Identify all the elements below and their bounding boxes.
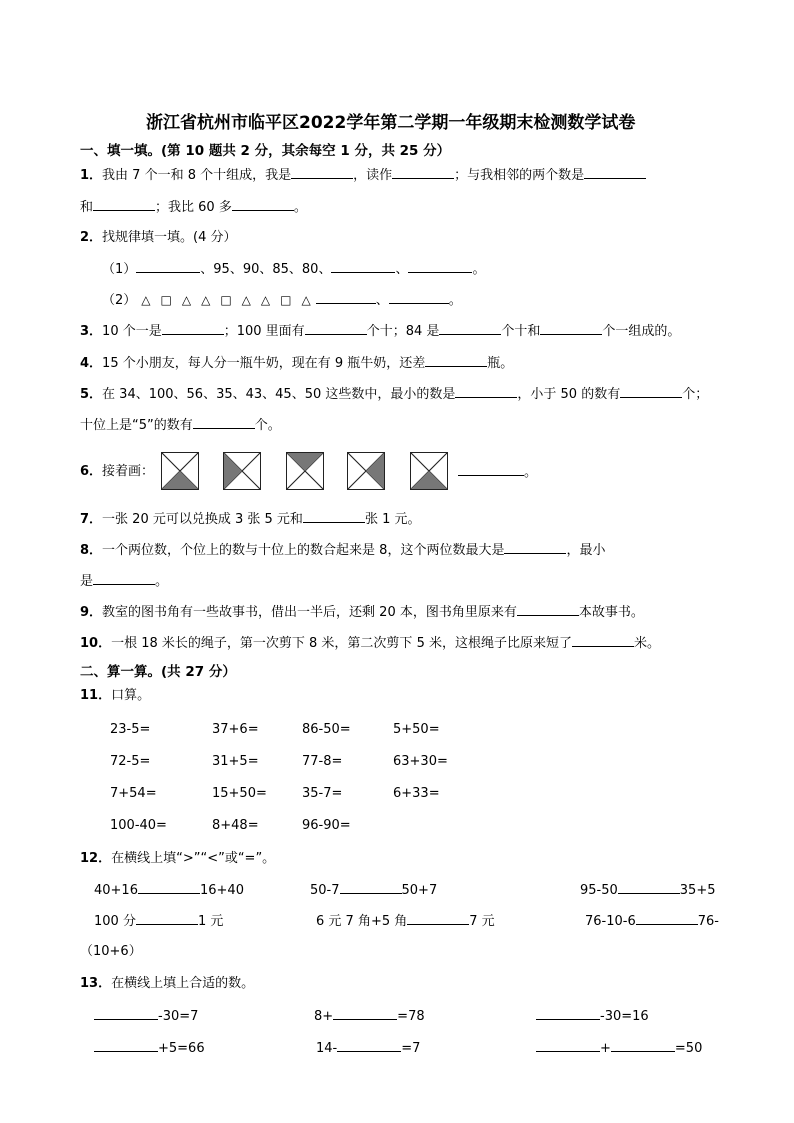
compare-left: 95-50 [580, 883, 618, 898]
question-text: 接着画： [102, 464, 155, 479]
answer-blank[interactable] [540, 323, 602, 335]
equation-text: 8+ [314, 1009, 334, 1024]
triangle-shape: □ [160, 293, 172, 307]
question-10 [80, 635, 660, 652]
question-text: 找规律填一填。(4 分） [102, 230, 237, 245]
answer-blank[interactable] [636, 913, 698, 925]
separator: 、 [395, 262, 409, 277]
answer-blank[interactable] [93, 573, 155, 585]
answer-blank[interactable] [392, 167, 454, 179]
fill-item [316, 1040, 420, 1057]
compare-right: 76- [697, 914, 719, 929]
oral-calc-item: 86-50= [302, 722, 351, 737]
compare-left: 40+16 [94, 883, 138, 898]
question-number: 13． [80, 976, 112, 991]
compare-right: 1 元 [197, 914, 224, 929]
compare-right: 16+40 [199, 883, 244, 898]
answer-blank[interactable] [458, 464, 524, 476]
oral-calc-item: 23-5= [110, 722, 151, 737]
answer-blank[interactable] [584, 167, 646, 179]
compare-right: 7 元 [469, 914, 495, 929]
period: 。 [448, 293, 462, 308]
pattern-square-4 [347, 452, 385, 490]
question-text: ；我比 60 多 [155, 200, 232, 215]
question-text: 瓶。 [487, 356, 514, 371]
question-6-answer [458, 464, 537, 481]
equation-text: =78 [397, 1009, 425, 1024]
question-text: ，小于 50 的数有 [517, 387, 621, 402]
answer-blank[interactable] [517, 604, 579, 616]
fill-item [536, 1008, 649, 1025]
question-text: 十位上是“5”的数有 [80, 418, 193, 433]
square-shape: △ [301, 293, 311, 307]
question-number: 1． [80, 168, 103, 183]
question-5-line-2 [80, 417, 281, 434]
sequence-text: 、95、90、85、80、 [200, 262, 332, 277]
oral-calc-item: 15+50= [212, 786, 267, 801]
answer-blank[interactable] [331, 261, 395, 273]
answer-blank[interactable] [439, 323, 501, 335]
answer-blank[interactable] [94, 1008, 158, 1020]
question-text: 在横线上填上合适的数。 [111, 976, 255, 991]
oral-calc-item: 31+5= [212, 754, 259, 769]
answer-blank[interactable] [193, 417, 255, 429]
equation-text: + [600, 1041, 611, 1056]
part-label: （2） [102, 293, 137, 308]
question-text: 个。 [254, 418, 281, 433]
question-text: 我由 7 个一和 8 个十组成，我是 [102, 168, 292, 183]
triangle-shape: △ [201, 293, 211, 307]
question-text: 一个两位数，个位上的数与十位上的数合起来是 8，这个两位数最大是 [102, 543, 505, 558]
section-1-heading: 一、填一填。(第 10 题共 2 分，其余每空 1 分，共 25 分） [80, 143, 451, 159]
compare-item [580, 882, 716, 899]
question-text: 张 1 元。 [364, 512, 421, 527]
answer-blank[interactable] [536, 1008, 600, 1020]
question-2-part-1 [102, 261, 485, 278]
fill-item [536, 1040, 702, 1057]
fill-item [94, 1040, 205, 1057]
question-number: 8． [80, 543, 103, 558]
triangle-shape: △ [141, 293, 151, 307]
question-text: 在 34、100、56、35、43、45、50 这些数中，最小的数是 [102, 387, 456, 402]
question-text: 是 [80, 574, 94, 589]
question-number: 2． [80, 230, 103, 245]
triangle-shape: □ [280, 293, 292, 307]
equation-text: =7 [401, 1041, 421, 1056]
question-number: 4． [80, 356, 103, 371]
fill-item [314, 1008, 425, 1025]
answer-blank[interactable] [408, 261, 472, 273]
answer-blank[interactable] [93, 199, 155, 211]
question-number: 12． [80, 851, 112, 866]
answer-blank[interactable] [407, 913, 469, 925]
question-number: 3． [80, 324, 103, 339]
question-11 [80, 688, 150, 704]
question-13 [80, 976, 254, 992]
compare-item [94, 913, 223, 930]
question-number: 6． [80, 464, 103, 479]
equation-text: +5=66 [158, 1041, 205, 1056]
oral-calc-item: 100-40= [110, 818, 167, 833]
question-text: 15 个小朋友，每人分一瓶牛奶，现在有 9 瓶牛奶，还差 [102, 356, 426, 371]
question-text: 个一组成的。 [602, 324, 681, 339]
question-text: 本故事书。 [578, 605, 644, 620]
oral-calc-item: 63+30= [393, 754, 448, 769]
answer-blank[interactable] [620, 386, 682, 398]
answer-blank[interactable] [389, 292, 449, 304]
compare-left: 6 元 7 角+5 角 [316, 914, 408, 929]
oral-calc-item: 77-8= [302, 754, 343, 769]
pattern-square-2 [223, 452, 261, 490]
question-5-line-1 [80, 386, 708, 403]
question-text: 个； [682, 387, 709, 402]
answer-blank[interactable] [291, 167, 353, 179]
oral-calc-item: 37+6= [212, 722, 259, 737]
equation-text: 14- [316, 1041, 338, 1056]
answer-blank[interactable] [611, 1040, 675, 1052]
answer-blank[interactable] [572, 635, 634, 647]
oral-calc-item: 72-5= [110, 754, 151, 769]
period: 。 [524, 465, 538, 480]
oral-calc-item: 7+54= [110, 786, 157, 801]
question-8-line-1 [80, 542, 605, 559]
equation-text: =50 [674, 1041, 703, 1056]
question-text: ，读作 [353, 168, 393, 183]
equation-text: -30=16 [600, 1009, 649, 1024]
pattern-square-3 [286, 452, 324, 490]
question-text: 一根 18 米长的绳子，第一次剪下 8 米，第二次剪下 5 米，这根绳子比原来短了 [111, 636, 572, 651]
question-text: 个十；84 是 [366, 324, 440, 339]
answer-blank[interactable] [305, 323, 367, 335]
question-2-part-2 [102, 292, 462, 309]
question-8-line-2 [80, 573, 168, 590]
question-number: 10． [80, 636, 112, 651]
separator: 、 [375, 293, 389, 308]
question-text: ；与我相邻的两个数是 [454, 168, 585, 183]
answer-blank[interactable] [425, 355, 487, 367]
question-text: 个十和 [501, 324, 541, 339]
question-text: 口算。 [111, 688, 151, 703]
question-text: 。 [155, 574, 169, 589]
pattern-square-1 [161, 452, 199, 490]
answer-blank[interactable] [303, 511, 365, 523]
answer-blank[interactable] [504, 542, 566, 554]
oral-calc-item: 8+48= [212, 818, 259, 833]
answer-blank[interactable] [136, 913, 198, 925]
compare-right: 35+5 [679, 883, 716, 898]
oral-calc-item: 6+33= [393, 786, 440, 801]
answer-blank[interactable] [455, 386, 517, 398]
answer-blank[interactable] [333, 1008, 397, 1020]
question-text: 10 个一是 [102, 324, 162, 339]
compare-left: 76-10-6 [585, 914, 636, 929]
question-9 [80, 604, 644, 621]
oral-calc-item: 35-7= [302, 786, 343, 801]
question-3 [80, 323, 680, 340]
question-12 [80, 851, 275, 867]
answer-blank[interactable] [337, 1040, 401, 1052]
question-number: 5． [80, 387, 103, 402]
compare-item [310, 882, 437, 899]
page-title: 浙江省杭州市临平区2022学年第二学期一年级期末检测数学试卷 [146, 113, 636, 133]
answer-blank[interactable] [536, 1040, 600, 1052]
question-text: 。 [293, 200, 307, 215]
question-4 [80, 355, 513, 372]
compare-item [585, 913, 719, 930]
question-text: 米。 [633, 636, 660, 651]
triangle-shape: △ [260, 293, 271, 307]
answer-blank[interactable] [316, 292, 376, 304]
question-6 [80, 464, 154, 480]
compare-left: 100 分 [94, 914, 136, 929]
question-7 [80, 511, 420, 528]
question-text: ，最小 [566, 543, 606, 558]
answer-blank[interactable] [618, 882, 680, 894]
compare-right: 50+7 [401, 883, 438, 898]
pattern-square-5 [410, 452, 448, 490]
answer-blank[interactable] [136, 261, 200, 273]
answer-blank[interactable] [232, 199, 294, 211]
part-label: （1） [102, 262, 137, 277]
square-shape: △ [181, 293, 192, 307]
question-number: 11． [80, 688, 112, 703]
oral-calc-item: 5+50= [393, 722, 440, 737]
answer-blank[interactable] [162, 323, 224, 335]
answer-blank[interactable] [340, 882, 402, 894]
compare-continuation: （10+6） [80, 944, 142, 959]
section-2-heading: 二、算一算。(共 27 分） [80, 664, 236, 680]
triangle-shape: □ [220, 293, 232, 307]
question-number: 7． [80, 512, 103, 527]
period: 。 [472, 262, 486, 277]
equation-text: -30=7 [158, 1009, 199, 1024]
question-text: 一张 20 元可以兑换成 3 张 5 元和 [102, 512, 303, 527]
question-text: 在横线上填“>”“<”或“=”。 [111, 851, 276, 866]
question-1-line-2 [80, 199, 307, 216]
oral-calc-item: 96-90= [302, 818, 351, 833]
question-1-line-1 [80, 167, 646, 184]
fill-item [94, 1008, 198, 1025]
question-text: 和 [80, 200, 94, 215]
compare-left: 50-7 [310, 883, 340, 898]
question-number: 9． [80, 605, 103, 620]
question-text: ；100 里面有 [223, 324, 305, 339]
question-2 [80, 230, 237, 246]
answer-blank[interactable] [138, 882, 200, 894]
answer-blank[interactable] [94, 1040, 158, 1052]
square-shape: △ [241, 293, 251, 307]
question-text: 教室的图书角有一些故事书，借出一半后，还剩 20 本，图书角里原来有 [102, 605, 517, 620]
compare-item [94, 882, 244, 899]
compare-item [316, 913, 495, 930]
